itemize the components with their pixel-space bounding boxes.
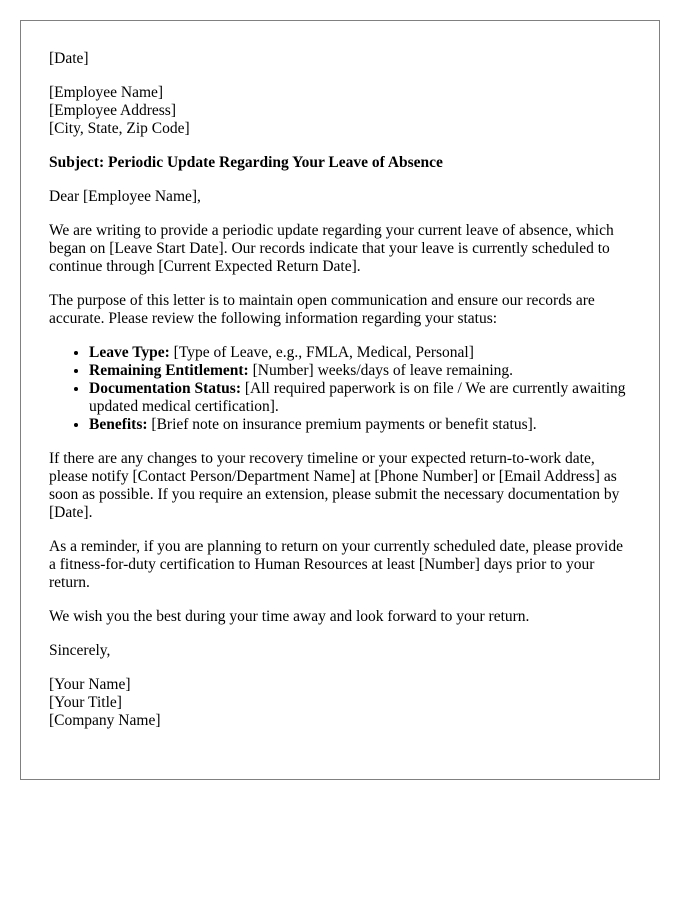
letter-page [20, 20, 660, 780]
list-item-term: Leave Type: [89, 344, 170, 361]
list-item-documentation-status [89, 380, 631, 416]
body-paragraph-4 [49, 538, 631, 592]
closing: Sincerely, [49, 642, 111, 659]
list-item-text: [All required paperwork is on file / We are currently awaiting updated medical certification]. [89, 380, 626, 415]
list-item-text: [Brief note on insurance premium payments or benefit status]. [147, 416, 537, 433]
signer-company: [Company Name] [49, 712, 161, 729]
subject-block [49, 154, 631, 172]
signer-name: [Your Name] [49, 676, 131, 693]
recipient-name: [Employee Name] [49, 84, 164, 101]
salutation: Dear [Employee Name], [49, 188, 201, 205]
list-item-benefits [89, 416, 631, 434]
list-item-text: [Number] weeks/days of leave remaining. [248, 362, 513, 379]
paragraph-text: If there are any changes to your recovery timeline or your expected return-to-work date, please notify [Contact Person/Department Name] at [Phone Number] or [Email Address] as soon as possible. If you require an extension, please submit the necessary documentation by [Date]. [49, 450, 620, 521]
closing-block [49, 642, 631, 660]
body-paragraph-2 [49, 292, 631, 328]
signer-title: [Your Title] [49, 694, 122, 711]
recipient-address: [Employee Address] [49, 102, 176, 119]
salutation-block [49, 188, 631, 206]
paragraph-text: The purpose of this letter is to maintain open communication and ensure our records are accurate. Please review the following information regarding your status: [49, 292, 595, 327]
list-item-term: Benefits: [89, 416, 148, 433]
signature-block [49, 676, 631, 730]
recipient-address-block [49, 84, 631, 138]
list-item-leave-type [89, 344, 631, 362]
letter-date: [Date] [49, 50, 89, 67]
list-item-text: [Type of Leave, e.g., FMLA, Medical, Personal] [169, 344, 474, 361]
list-item-term: Documentation Status: [89, 380, 241, 397]
body-paragraph-3 [49, 450, 631, 522]
list-item-term: Remaining Entitlement: [89, 362, 249, 379]
body-paragraph-5 [49, 608, 631, 626]
status-list [49, 344, 631, 434]
paragraph-text: As a reminder, if you are planning to return on your currently scheduled date, please provide a fitness-for-duty certification to Human Resources at least [Number] days prior to your return. [49, 538, 623, 591]
recipient-city-state-zip: [City, State, Zip Code] [49, 120, 190, 137]
paragraph-text: We are writing to provide a periodic update regarding your current leave of absence, which began on [Leave Start Date]. Our records indicate that your leave is currently scheduled to continue through [Current Expected Return Date]. [49, 222, 614, 275]
list-item-remaining-entitlement [89, 362, 631, 380]
body-paragraph-1 [49, 222, 631, 276]
paragraph-text: We wish you the best during your time away and look forward to your return. [49, 608, 530, 625]
subject-line: Subject: Periodic Update Regarding Your Leave of Absence [49, 154, 443, 171]
date-block [49, 50, 631, 68]
